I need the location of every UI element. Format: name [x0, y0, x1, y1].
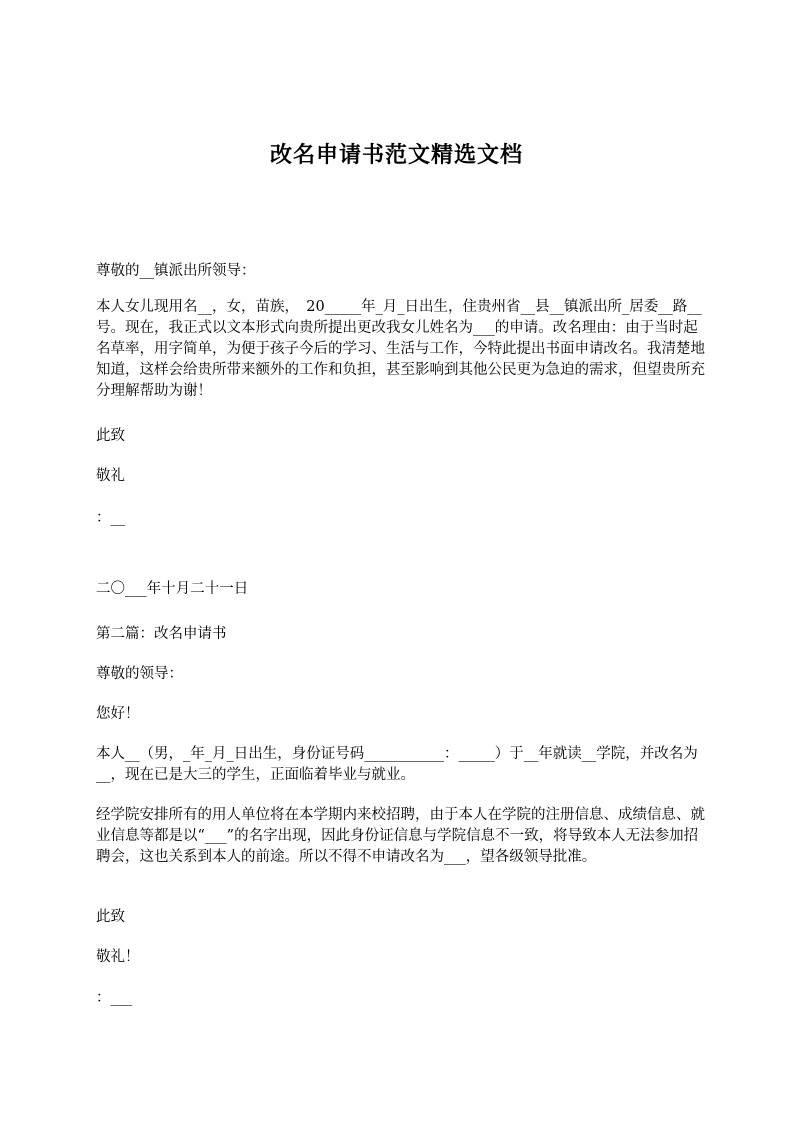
body-paragraph-2b: 经学院安排所有的用人单位将在本学期内来校招聘，由于本人在学院的注册信息、成绩信息、就业信息等都是以“___”的名字出现，因此身份证信息与学院信息不一致，将导致本人无法参加招聘会，这也关系到本人的前途。所以不得不申请改名为___，望各级领导批准。	[96, 807, 705, 865]
signature-line-1: ：__	[96, 510, 125, 526]
body-paragraph-1: 本人女儿现用名__，女，苗族， 20_____年_月_日出生，住贵州省__县__镇派出所_居委__路__号。现在，我正式以文本形式向贵所提出更改我女儿姓名为___的申请。改名理由：由于当时起名草率，用字简单，为便于孩子今后的学习、生活与工作，今特此提出书面申请改名。我清楚地知道，这样会给贵所带来额外的工作和负担，甚至影响到其他公民更为急迫的需求，但望贵所充分理解帮助为谢！	[96, 299, 705, 399]
closing-line-1a: 此致	[96, 428, 125, 444]
salutation-2: 尊敬的领导：	[96, 666, 183, 682]
salutation-1: 尊敬的__镇派出所领导：	[96, 263, 256, 279]
closing-line-2b: 敬礼！	[96, 949, 140, 965]
closing-line-2a: 此致	[96, 909, 125, 925]
date-line-1: 二〇___年十月二十一日	[96, 581, 249, 597]
greeting-2: 您好！	[96, 706, 140, 722]
body-paragraph-2a: 本人__（男，_年_月_日出生，身份证号码___________：_____）于__年就读__学院，并改名为__，现在已是大三的学生，正面临着毕业与就业。	[96, 746, 698, 783]
signature-line-2: ：___	[96, 990, 133, 1006]
closing-line-1b: 敬礼	[96, 468, 125, 484]
section-2-heading: 第二篇：改名申请书	[96, 626, 227, 642]
document-title: 改名申请书范文精选文档	[269, 143, 523, 168]
